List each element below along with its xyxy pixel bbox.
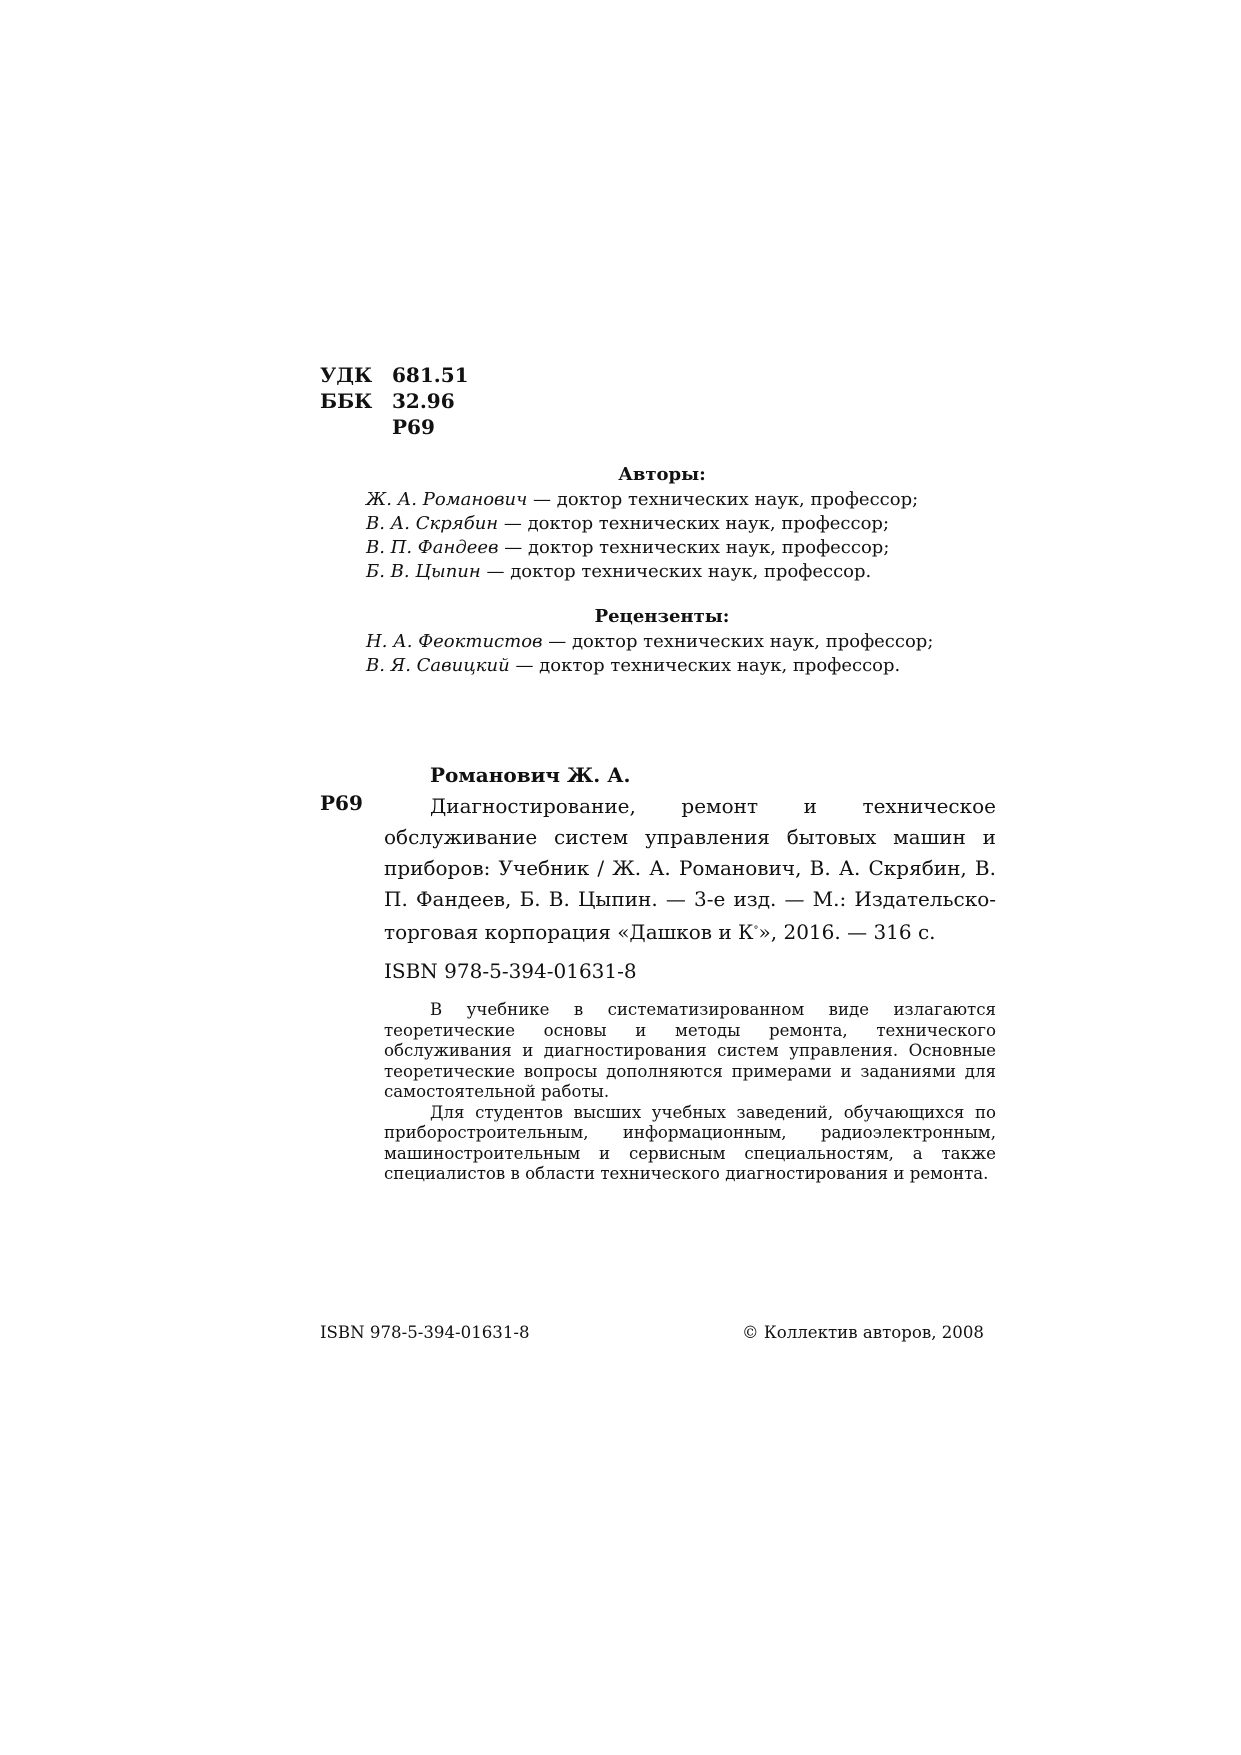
author-name: В. П. Фандеев — [366, 537, 499, 558]
description-main: Диагностирование, ремонт и техническое обслуживание систем управления бытовых машин и приборов: Учебник / Ж. А. Романович, В. А. Скрябин, В. П. Фандеев, Б. В. Цыпин. — 3-е изд. — М.: Издательско-торговая корпорация «Дашков и К — [384, 794, 996, 944]
reviewer-desc: — доктор технических наук, профессор. — [509, 655, 901, 676]
footer-copyright: © Коллектив авторов, 2008 — [742, 1323, 984, 1342]
author-line — [366, 488, 958, 512]
description-degree: ° — [753, 925, 759, 936]
author-desc: — доктор технических наук, профессор. — [480, 561, 872, 582]
bibliographic-author: Романович Ж. А. — [430, 763, 631, 787]
udk-value: 681.51 — [392, 363, 469, 387]
reviewer-line — [366, 630, 958, 654]
author-mark-row — [320, 414, 469, 440]
author-name: Б. В. Цыпин — [366, 561, 481, 582]
author-desc: — доктор технических наук, профессор; — [498, 513, 890, 534]
author-line — [366, 560, 958, 584]
reviewer-name: В. Я. Савицкий — [366, 655, 510, 676]
footer-isbn: ISBN 978-5-394-01631-8 — [320, 1323, 530, 1342]
bbk-row — [320, 388, 469, 414]
bibliographic-code: Р69 — [320, 791, 363, 815]
udk-row — [320, 362, 469, 388]
author-mark: Р69 — [392, 415, 435, 439]
bibliographic-description — [384, 791, 996, 948]
bbk-label: ББК — [320, 389, 373, 413]
author-line — [366, 536, 958, 560]
authors-block — [366, 463, 958, 584]
reviewers-heading: Рецензенты: — [594, 606, 730, 627]
abstract — [384, 1000, 996, 1185]
abstract-paragraph: В учебнике в систематизированном виде излагаются теоретические основы и методы ремонта, технического обслуживания и диагностирования систем управления. Основные теоретические вопросы дополняются примерами и заданиями для самостоятельной работы. — [384, 1000, 996, 1101]
abstract-paragraph: Для студентов высших учебных заведений, обучающихся по приборостроительным, информационным, радиоэлектронным, машиностроительным и сервисным специальностям, а также специалистов в области технического диагностирования и ремонта. — [384, 1102, 996, 1183]
description-tail: », 2016. — 316 с. — [758, 920, 936, 944]
author-line — [366, 512, 958, 536]
authors-heading: Авторы: — [618, 464, 706, 485]
bbk-value: 32.96 — [392, 389, 455, 413]
author-name: Ж. А. Романович — [366, 489, 528, 510]
udk-label: УДК — [320, 363, 373, 387]
bibliographic-isbn: ISBN 978-5-394-01631-8 — [384, 959, 637, 983]
author-desc: — доктор технических наук, профессор; — [498, 537, 890, 558]
reviewer-line — [366, 654, 958, 678]
bibliographic-record — [384, 762, 996, 1185]
author-name: В. А. Скрябин — [366, 513, 499, 534]
reviewers-block — [366, 605, 958, 678]
author-desc: — доктор технических наук, профессор; — [527, 489, 919, 510]
reviewer-desc: — доктор технических наук, профессор; — [542, 631, 934, 652]
classification-block — [320, 362, 469, 440]
reviewer-name: Н. А. Феоктистов — [366, 631, 543, 652]
